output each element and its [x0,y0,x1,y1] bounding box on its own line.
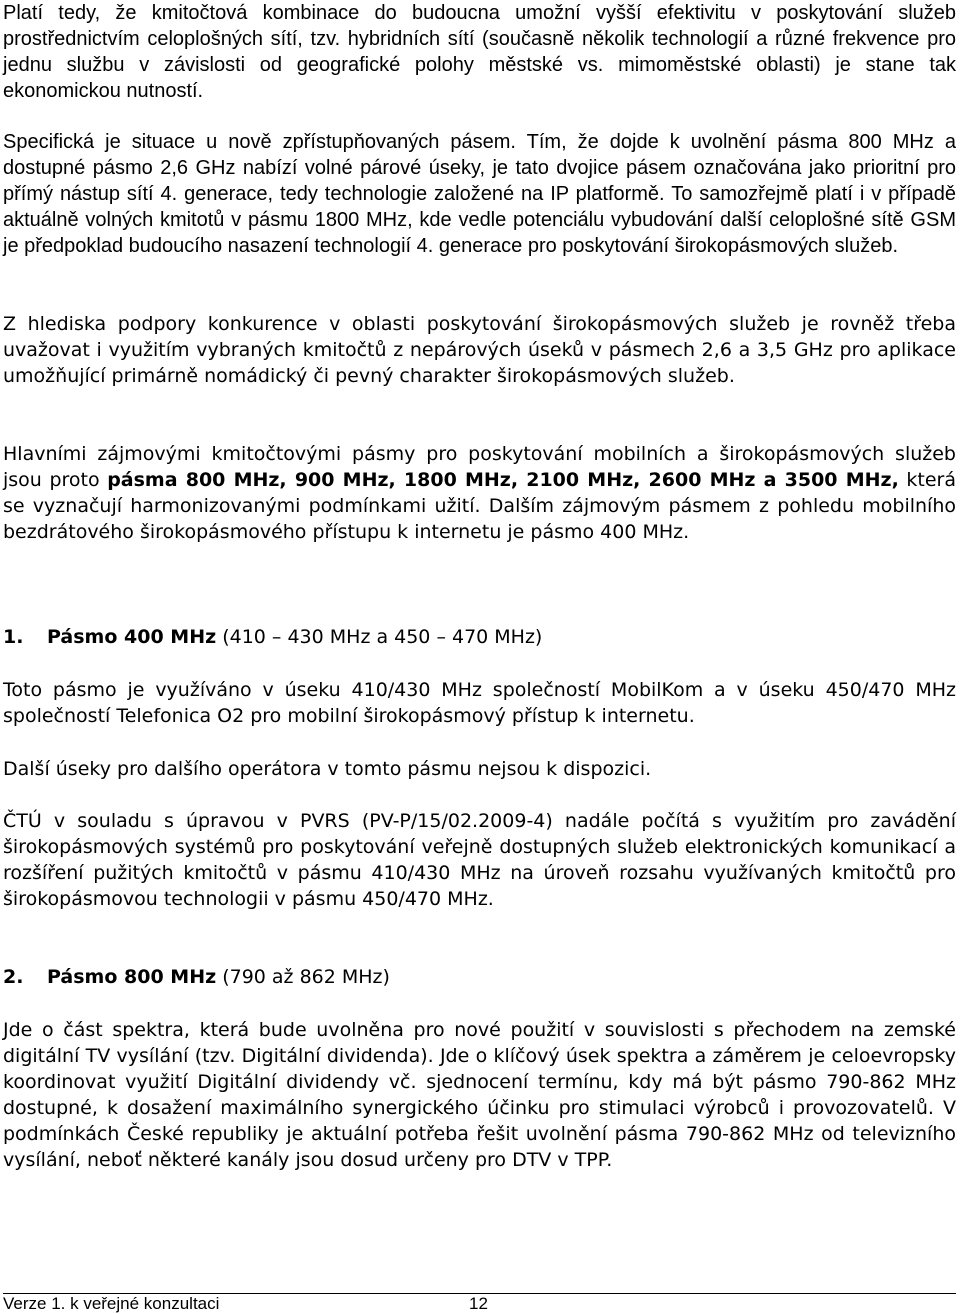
heading-title: Pásmo 400 MHz [47,626,217,648]
paragraph-400-availability [3,756,956,782]
paragraph-digital-dividend [3,1017,956,1173]
footer-version-label: Verze 1. k veřejné konzultaci [3,1294,220,1313]
section-heading-400 [3,624,956,650]
paragraph-text: Z hlediska podpory konkurence v oblasti poskytování širokopásmových služeb je rovněž třeba uvažovat i využitím vybraných kmitočtů z nepárových úseků v pásmech 2,6 a 3,5 GHz pro aplikace umožňující primárně nomádický či pevný charakter širokopásmových služeb. [3,313,956,387]
paragraph-ctu-plan [3,808,956,912]
section-heading-800 [3,964,956,990]
heading-content [47,624,542,650]
paragraph-main-bands [3,441,956,545]
page-footer [3,1293,956,1314]
paragraph-text: Jde o část spektra, která bude uvolněna pro nové použití v souvislosti s přechodem na zemské digitální TV vysílání (tzv. Digitální dividenda). Jde o klíčový úsek spektra a záměrem je celoevropsky koordinovat využití Digitální dividendy vč. sjednocení termínu, kdy má být pásmo 790-862 MHz dostupné, k dosažení maximálního synergického účinku pro stimulaci výrobců i provozovatelů. V podmínkách České republiky je aktuální potřeba řešit uvolnění pásma 790-862 MHz od televizního vysílání, neboť některé kanály jsou dosud určeny pro DTV v TPP. [3,1019,956,1171]
paragraph-text: ČTÚ v souladu s úpravou v PVRS (PV-P/15/02.2009-4) nadále počítá s využitím pro zavádění širokopásmových systémů pro poskytování veřejně dostupných služeb elektronických komunikací a rozšíření pužitých kmitočtů v pásmu 410/430 MHz na úroveň rozsahu využívaných kmitočtů pro širokopásmovou technologii v pásmu 450/470 MHz. [3,810,956,910]
paragraph-text: Další úseky pro dalšího operátora v tomto pásmu nejsou k dispozici. [3,758,652,780]
page-number: 12 [469,1294,488,1313]
heading-row [3,964,956,990]
paragraph-hybrid-networks [3,0,956,104]
heading-detail: (790 až 862 MHz) [216,966,390,988]
paragraph-new-bands [3,129,956,259]
paragraph-400-usage [3,677,956,729]
heading-detail: (410 – 430 MHz a 450 – 470 MHz) [216,626,543,648]
heading-content [47,964,390,990]
heading-number: 2. [3,966,24,988]
heading-title: Pásmo 800 MHz [47,966,217,988]
paragraph-competition [3,311,956,389]
paragraph-text: Platí tedy, že kmitočtová kombinace do budoucna umožní vyšší efektivitu v poskytování služeb prostřednictvím celoplošných sítí, tzv. hybridních sítí (současně několik technologií a různé frekvence pro jednu službu v závislosti od geografické polohy městské vs. mimoměstské oblasti) je stane tak ekonomickou nutností. [3,2,956,102]
text-run: Hlavními zájmovými kmitočtovými pásmy pro poskytování mobilních a širokopásmových služeb jsou proto [3,443,956,491]
text-run: která se vyznačují harmonizovanými podmínkami užití. Dalším zájmovým pásmem z pohledu mobilního bezdrátového širokopásmového přístupu k internetu je pásmo 400 MHz. [3,469,956,543]
bold-band-list: pásma 800 MHz, 900 MHz, 1800 MHz, 2100 MHz, 2600 MHz a 3500 MHz, [107,469,899,491]
paragraph-text [3,441,956,545]
heading-row [3,624,956,650]
paragraph-text: Specifická je situace u nově zpřístupňovaných pásem. Tím, že dojde k uvolnění pásma 800 MHz a dostupné pásmo 2,6 GHz nabízí volné párové úseky, je tato dvojice pásem označována jako prioritní pro přímý nástup sítí 4. generace, tedy technologie založené na IP platformě. To samozřejmě platí i v případě aktuálně volných kmitotů v pásmu 1800 MHz, kde vedle potenciálu vybudování další celoplošné sítě GSM je předpoklad budoucího nasazení technologií 4. generace pro poskytování širokopásmových služeb. [3,131,956,257]
paragraph-text: Toto pásmo je využíváno v úseku 410/430 MHz společností MobilKom a v úseku 450/470 MHz společností Telefonica O2 pro mobilní širokopásmový přístup k internetu. [3,679,956,727]
heading-number: 1. [3,626,24,648]
